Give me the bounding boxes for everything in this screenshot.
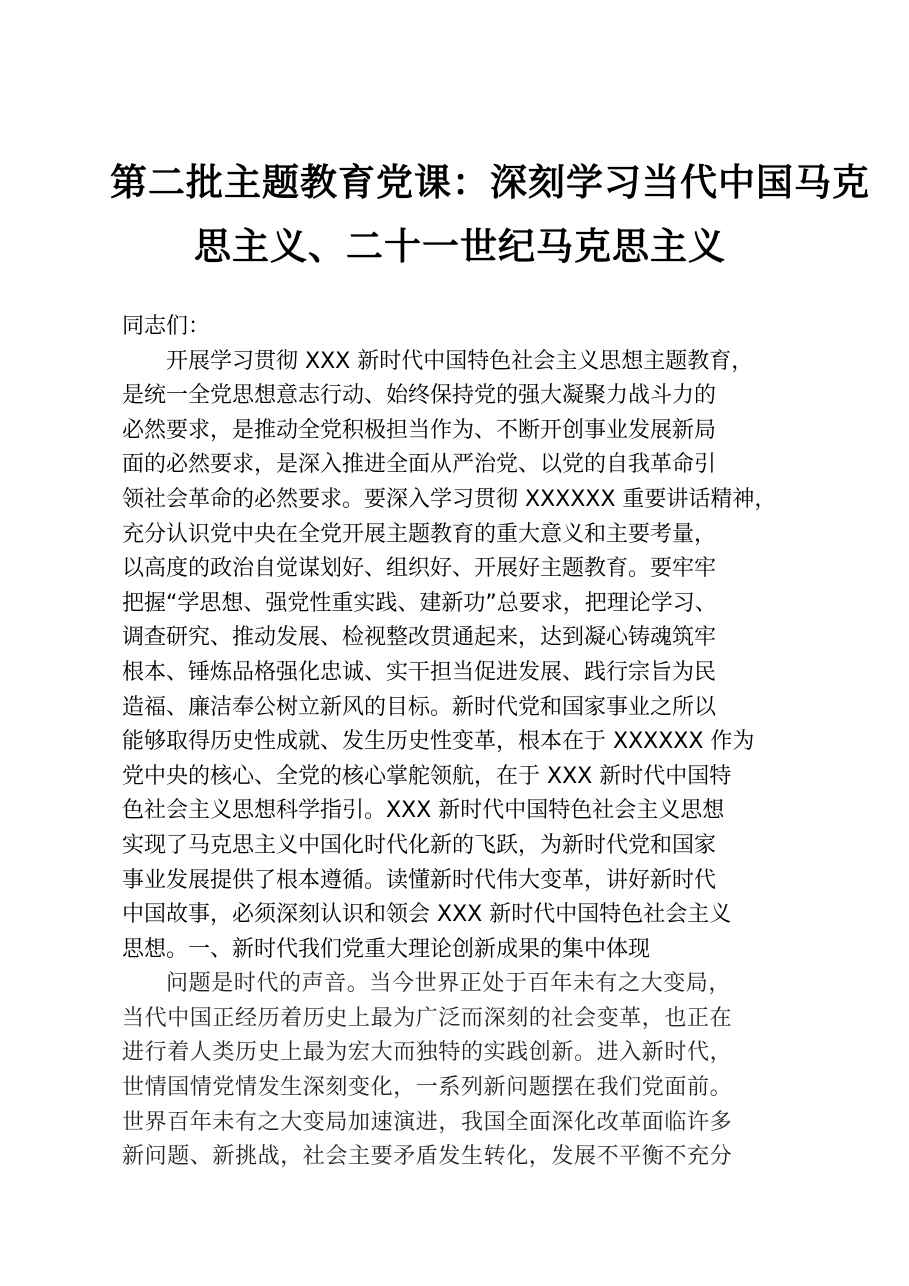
paragraph-line: 世情国情党情发生深刻变化，一系列新问题摆在我们党面前。 bbox=[122, 1075, 733, 1101]
paragraph-line: 以高度的政治自觉谋划好、组织好、开展好主题教育。要牢牢 bbox=[122, 556, 717, 582]
paragraph-line: 当代中国正经历着历史上最为广泛而深刻的社会变革，也正在 bbox=[122, 1005, 733, 1031]
paragraph-line: 开展学习贯彻 XXX 新时代中国特色社会主义思想主题教育， bbox=[166, 348, 754, 374]
document-body bbox=[122, 310, 812, 1175]
title-line-1: 第二批主题教育党课：深刻学习当代中国马克 bbox=[110, 160, 870, 204]
paragraph-line: 党中央的核心、全党的核心掌舵领航，在于 XXX 新时代中国特 bbox=[122, 763, 732, 789]
paragraph-line: 新问题、新挑战，社会主要矛盾发生转化，发展不平衡不充分 bbox=[122, 1144, 733, 1170]
paragraph-line: 充分认识党中央在全党开展主题教育的重大意义和主要考量， bbox=[122, 521, 717, 547]
paragraph-line: 把握“学思想、强党性重实践、建新功”总要求，把理论学习、 bbox=[122, 590, 717, 616]
paragraph-line: 面的必然要求，是深入推进全面从严治党、以党的自我革命引 bbox=[122, 452, 717, 478]
salutation: 同志们： bbox=[122, 314, 211, 339]
document-title bbox=[110, 150, 870, 278]
title-line-2: 思主义、二十一世纪马克思主义 bbox=[194, 224, 726, 268]
paragraph-line: 必然要求，是推动全党积极担当作为、不断开创事业发展新局 bbox=[122, 417, 717, 443]
paragraph-line: 事业发展提供了根本遵循。读懂新时代伟大变革，讲好新时代 bbox=[122, 867, 717, 893]
paragraph-line: 世界百年未有之大变局加速演进，我国全面深化改革面临许多 bbox=[122, 1109, 733, 1135]
paragraph-line: 造福、廉洁奉公树立新风的目标。新时代党和国家事业之所以 bbox=[122, 694, 717, 720]
paragraph-line: 是统一全党思想意志行动、始终保持党的强大凝聚力战斗力的 bbox=[122, 383, 717, 409]
paragraph-2 bbox=[122, 967, 812, 1175]
paragraph-line: 根本、锤炼品格强化忠诚、实干担当促进发展、践行宗旨为民 bbox=[122, 659, 717, 685]
paragraph-line: 能够取得历史性成就、发生历史性变革，根本在于 XXXXXX 作为 bbox=[122, 729, 755, 755]
paragraph-line: 领社会革命的必然要求。要深入学习贯彻 XXXXXX 重要讲话精神， bbox=[122, 486, 777, 512]
paragraph-line: 调查研究、推动发展、检视整改贯通起来，达到凝心铸魂筑牢 bbox=[122, 625, 717, 651]
paragraph-line: 实现了马克思主义中国化时代化新的飞跃，为新时代党和国家 bbox=[122, 832, 717, 858]
paragraph-line: 进行着人类历史上最为宏大而独特的实践创新。进入新时代， bbox=[122, 1040, 733, 1066]
paragraph-1 bbox=[122, 345, 812, 968]
paragraph-line: 中国故事，必须深刻认识和领会 XXX 新时代中国特色社会主义 bbox=[122, 902, 732, 928]
paragraph-line: 色社会主义思想科学指引。XXX 新时代中国特色社会主义思想 bbox=[122, 798, 725, 824]
paragraph-line: 思想。一、新时代我们党重大理论创新成果的集中体现 bbox=[122, 936, 651, 962]
paragraph-line: 问题是时代的声音。当今世界正处于百年未有之大变局， bbox=[166, 971, 732, 997]
